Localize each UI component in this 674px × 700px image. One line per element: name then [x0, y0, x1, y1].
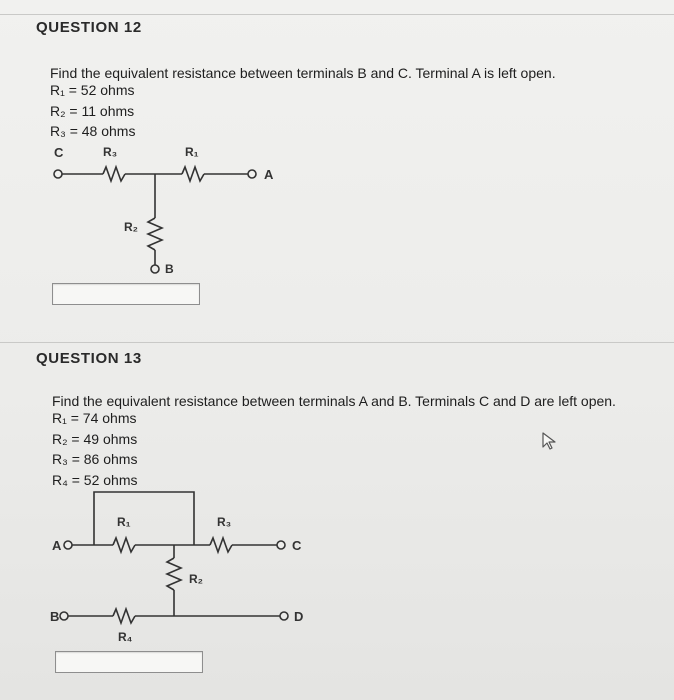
question-13-header: QUESTION 13 [36, 350, 142, 367]
given-r3: R₃ = 86 ohms [52, 451, 138, 467]
question-12-prompt: Find the equivalent resistance between terminals B and C. Terminal A is left open. [50, 65, 556, 81]
r3-label: R₃ [217, 515, 232, 529]
terminal-a-label: A [52, 538, 62, 553]
given-r1: R₁ = 52 ohms [50, 82, 135, 98]
mouse-pointer-icon [540, 430, 560, 452]
r1-label: R₁ [185, 145, 199, 159]
question-13-answer-input[interactable] [55, 651, 203, 673]
r3-label: R₃ [103, 145, 118, 159]
terminal-a-node [64, 541, 72, 549]
given-r3: R₃ = 48 ohms [50, 123, 136, 139]
terminal-d-node [280, 612, 288, 620]
terminal-b-label: B [165, 262, 174, 276]
given-r2: R₂ = 49 ohms [52, 430, 138, 447]
terminal-a-label: A [264, 167, 274, 182]
terminal-c-label: C [54, 145, 64, 160]
terminal-b-label: B [50, 609, 60, 624]
terminal-c-node [277, 541, 285, 549]
question-12-header: QUESTION 12 [36, 19, 142, 36]
given-r4: R₄ = 52 ohms [52, 471, 138, 488]
terminal-b-node [60, 612, 68, 620]
given-r1: R₁ = 74 ohms [52, 410, 137, 426]
given-r2: R₂ = 11 ohms [50, 102, 135, 119]
r4-label: R₄ [118, 630, 133, 644]
terminal-c-label: C [292, 538, 302, 553]
r1-label: R₁ [117, 515, 131, 529]
question-13-prompt: Find the equivalent resistance between terminals A and B. Terminals C and D are left open. [52, 393, 616, 409]
r2-label: R₂ [189, 572, 203, 586]
terminal-d-label: D [294, 609, 304, 624]
r2-label: R₂ [124, 220, 138, 234]
